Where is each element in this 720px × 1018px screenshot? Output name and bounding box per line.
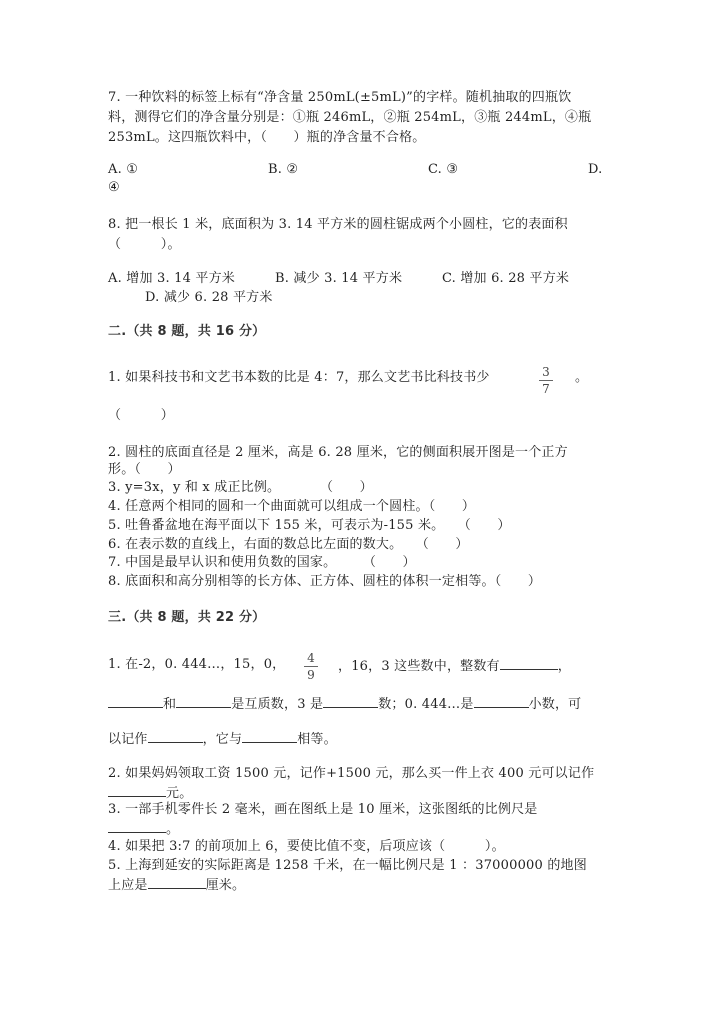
q7-option-c: C. ③ [428, 162, 459, 177]
q8-option-b: B. 减少 3. 14 平方米 [275, 271, 403, 286]
fraction-numerator: 4 [304, 651, 318, 667]
answer-blank[interactable] [500, 655, 558, 670]
s3-q5-line-1: 5. 上海到延安的实际距离是 1258 千米，在一幅比例尺是 1 ：37000000 的地图 [108, 858, 587, 873]
s2-q1-text: 1. 如果科技书和文艺书本数的比是 4：7，那么文艺书比科技书少 [108, 370, 490, 385]
s2-q2-line-1: 2. 圆柱的底面直径是 2 厘米，高是 6. 28 厘米，它的侧面积展开图是一个正方 [108, 445, 568, 460]
answer-blank[interactable] [108, 782, 166, 797]
answer-blank[interactable] [108, 818, 166, 833]
q7-option-a: A. ① [108, 162, 139, 177]
q7-line-1: 7. 一种饮料的标签上标有“净含量 250mL(±5mL)”的字样。随机抽取的四瓶饮 [108, 90, 572, 105]
s3-q3-line-1: 3. 一部手机零件长 2 毫米，画在图纸上是 10 厘米，这张图纸的比例尺是 [108, 802, 538, 817]
s3-q1-post-text: ，16，3 这些数中，整数有 [338, 659, 500, 674]
text-segment: 厘米。 [205, 878, 246, 893]
s2-q8: 8. 底面积和高分别相等的长方体、正方体、圆柱的体积一定相等。（ ） [108, 574, 542, 589]
q8-option-d: D. 减少 6. 28 平方米 [145, 290, 273, 305]
text-segment: 数；0. 444…是 [378, 697, 474, 712]
text-segment: 。 [166, 822, 180, 837]
q7-line-2: 料，测得它们的净含量分别是：①瓶 246mL，②瓶 254mL，③瓶 244mL，④瓶 [108, 110, 592, 125]
answer-blank[interactable] [148, 874, 206, 889]
q8-option-c: C. 增加 6. 28 平方米 [442, 271, 570, 286]
answer-blank[interactable] [176, 693, 231, 708]
section-3-heading: 三.（共 8 题，共 22 分） [108, 610, 266, 625]
text-segment: 以记作 [108, 732, 148, 747]
q8-line-1: 8. 把一根长 1 米，底面积为 3. 14 平方米的圆柱锯成两个小圆柱，它的表面积 [108, 217, 568, 232]
fraction-denominator: 7 [542, 382, 550, 396]
s2-q6: 6. 在表示数的直线上，右面的数总比左面的数大。 （ ） [108, 537, 469, 552]
text-segment: ，它与 [202, 732, 243, 747]
q7-option-d-value: ④ [108, 180, 120, 195]
q7-option-d: D. [588, 162, 603, 177]
q8-line-2: （ ）。 [108, 237, 181, 252]
text-segment: 是互质数，3 是 [231, 697, 324, 712]
s3-q1-pre: 1. 在-2，0. 444…，15，0， [108, 657, 286, 672]
q7-line-3: 253mL。这四瓶饮料中，（ ）瓶的净含量不合格。 [108, 130, 426, 145]
s3-q1-post [338, 655, 571, 677]
fraction-numerator: 3 [539, 365, 553, 381]
answer-blank[interactable] [108, 693, 163, 708]
section-2-heading: 二.（共 8 题，共 16 分） [108, 324, 266, 339]
answer-blank[interactable] [323, 693, 378, 708]
s2-q1-paren: （ ） [108, 408, 175, 423]
s2-q3: 3. y=3x，y 和 x 成正比例。 （ ） [108, 480, 373, 495]
text-segment: 和 [163, 697, 177, 712]
s2-q7: 7. 中国是最早认识和使用负数的国家。 （ ） [108, 555, 416, 570]
s3-q2-line-1: 2. 如果妈妈领取工资 1500 元，记作+1500 元，那么买一件上衣 400 元可以记作 [108, 766, 595, 781]
s3-q4: 4. 如果把 3:7 的前项加上 6，要使比值不变，后项应该（ ）。 [108, 839, 505, 854]
text-segment: 小数，可 [528, 697, 582, 712]
q8-option-a: A. 增加 3. 14 平方米 [108, 271, 235, 286]
answer-blank[interactable] [148, 728, 203, 743]
s3-q1-line-3 [108, 728, 337, 750]
s2-q4: 4. 任意两个相同的圆和一个曲面就可以组成一个圆柱。（ ） [108, 499, 476, 514]
s2-q2-line-2: 形。（ ） [108, 462, 181, 477]
text-segment: 上应是 [108, 878, 148, 893]
s2-q5: 5. 吐鲁番盆地在海平面以下 155 米，可表示为-155 米。 （ ） [108, 518, 511, 533]
s2-q1-fraction [539, 365, 553, 396]
s2-q1-tail: 。 [575, 370, 589, 385]
s3-q1-fraction [304, 651, 318, 682]
q7-option-b: B. ② [268, 162, 299, 177]
fraction-denominator: 9 [307, 668, 315, 682]
text-segment: 元。 [166, 786, 193, 801]
text-segment: 相等。 [297, 732, 337, 747]
answer-blank[interactable] [474, 693, 529, 708]
s3-q1-line-2 [108, 693, 581, 715]
s3-q1-end: ， [557, 659, 571, 674]
answer-blank[interactable] [242, 728, 297, 743]
s3-q5-line-2 [108, 874, 245, 896]
